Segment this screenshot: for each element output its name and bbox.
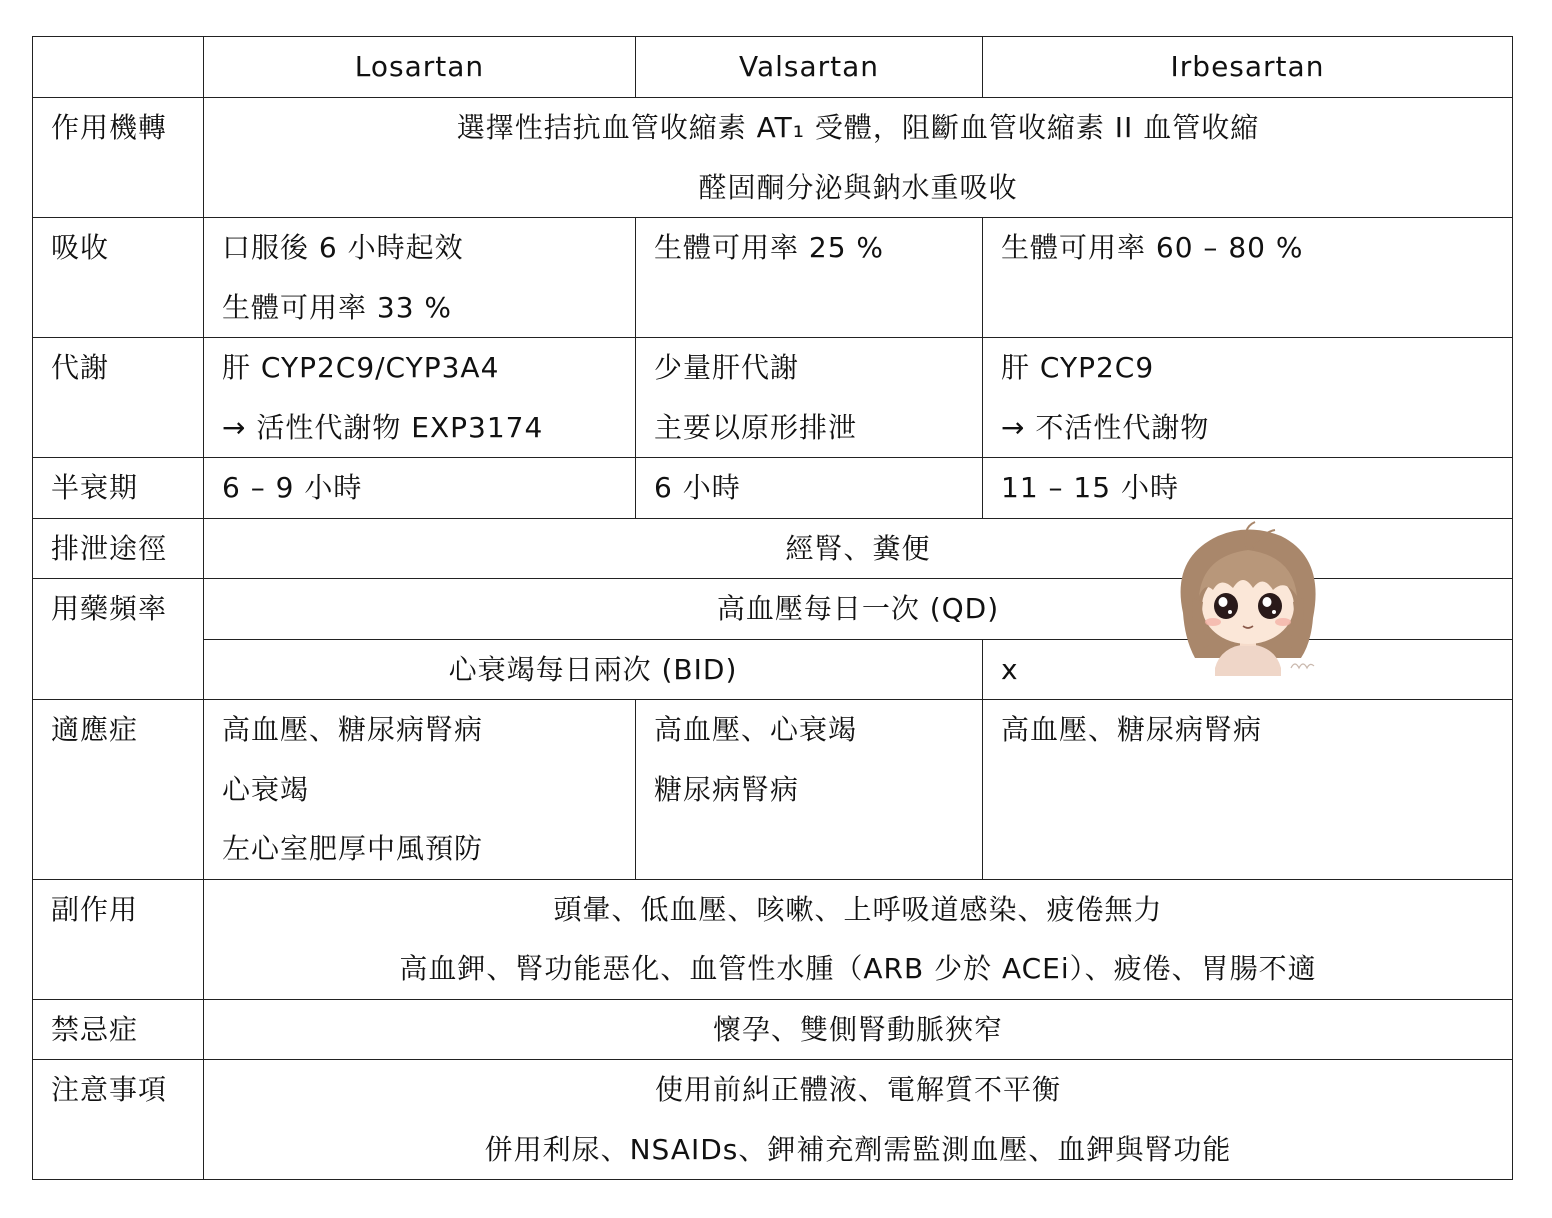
absorption-losartan-line-1: 口服後 6 小時起效 xyxy=(222,231,464,264)
row-label-mechanism: 作用機轉 xyxy=(33,98,204,218)
row-absorption xyxy=(33,218,1513,338)
header-irbesartan: Irbesartan xyxy=(983,37,1513,98)
row-metabolism xyxy=(33,338,1513,458)
precautions-line-1: 使用前糾正體液、電解質不平衡 xyxy=(654,1073,1061,1106)
row-label-frequency: 用藥頻率 xyxy=(33,579,204,700)
frequency-hypertension-cell: 高血壓每日一次 (QD) xyxy=(204,579,1513,640)
frequency-irbesartan-hf-cell: x xyxy=(983,639,1513,700)
metabolism-valsartan-line-2: 主要以原形排泄 xyxy=(654,410,858,444)
absorption-losartan xyxy=(204,218,636,338)
mechanism-line-1: 選擇性拮抗血管收縮素 AT₁ 受體，阻斷血管收縮素 II 血管收縮 xyxy=(456,111,1260,144)
half-life-losartan: 6 – 9 小時 xyxy=(204,458,636,519)
metabolism-irbesartan-line-2: → 不活性代謝物 xyxy=(1001,410,1210,444)
indications-losartan-line-3: 左心室肥厚中風預防 xyxy=(222,832,484,865)
metabolism-losartan-line-1: 肝 CYP2C9/CYP3A4 xyxy=(222,351,500,384)
absorption-irbesartan xyxy=(983,218,1513,338)
row-label-contraindications: 禁忌症 xyxy=(33,999,204,1060)
row-label-indications: 適應症 xyxy=(33,700,204,880)
row-label-excretion: 排泄途徑 xyxy=(33,518,204,579)
side-effects-cell xyxy=(204,879,1513,999)
indications-valsartan-line-2: 糖尿病腎病 xyxy=(654,772,800,806)
row-label-absorption: 吸收 xyxy=(33,218,204,338)
absorption-losartan-line-2: 生體可用率 33 % xyxy=(222,290,453,324)
header-corner-cell xyxy=(33,37,204,98)
absorption-irbesartan-line-1: 生體可用率 60 – 80 % xyxy=(1001,231,1304,264)
half-life-irbesartan: 11 – 15 小時 xyxy=(983,458,1513,519)
row-label-half-life: 半衰期 xyxy=(33,458,204,519)
side-effects-line-2: 高血鉀、腎功能惡化、血管性水腫（ARB 少於 ACEi）、疲倦、胃腸不適 xyxy=(399,952,1317,985)
row-precautions xyxy=(33,1060,1513,1180)
metabolism-losartan-line-2: → 活性代謝物 EXP3174 xyxy=(222,410,544,444)
mechanism-line-2: 醛固酮分泌與鈉水重吸收 xyxy=(698,170,1018,204)
metabolism-irbesartan-line-1: 肝 CYP2C9 xyxy=(1001,351,1155,384)
metabolism-valsartan-line-1: 少量肝代謝 xyxy=(654,351,800,384)
indications-irbesartan-line-1: 高血壓、糖尿病腎病 xyxy=(1001,713,1263,746)
contraindications-cell: 懷孕、雙側腎動脈狹窄 xyxy=(204,999,1513,1060)
frequency-heart-failure-cell: 心衰竭每日兩次 (BID) xyxy=(204,639,983,700)
header-row xyxy=(33,37,1513,98)
row-label-side-effects: 副作用 xyxy=(33,879,204,999)
header-valsartan: Valsartan xyxy=(636,37,983,98)
precautions-cell xyxy=(204,1060,1513,1180)
row-contraindications xyxy=(33,999,1513,1060)
indications-valsartan-line-1: 高血壓、心衰竭 xyxy=(654,713,858,746)
indications-losartan-line-2: 心衰竭 xyxy=(222,772,310,806)
indications-losartan-line-1: 高血壓、糖尿病腎病 xyxy=(222,713,484,746)
precautions-line-2: 併用利尿、NSAIDs、鉀補充劑需監測血壓、血鉀與腎功能 xyxy=(484,1132,1232,1166)
row-label-precautions: 注意事項 xyxy=(33,1060,204,1180)
row-label-metabolism: 代謝 xyxy=(33,338,204,458)
header-losartan: Losartan xyxy=(204,37,636,98)
indications-valsartan xyxy=(636,700,983,880)
side-effects-line-1: 頭暈、低血壓、咳嗽、上呼吸道感染、疲倦無力 xyxy=(553,892,1163,926)
absorption-valsartan xyxy=(636,218,983,338)
row-side-effects xyxy=(33,879,1513,999)
metabolism-irbesartan xyxy=(983,338,1513,458)
row-half-life xyxy=(33,458,1513,519)
metabolism-losartan xyxy=(204,338,636,458)
mechanism-cell xyxy=(204,98,1513,218)
half-life-valsartan: 6 小時 xyxy=(636,458,983,519)
metabolism-valsartan xyxy=(636,338,983,458)
absorption-valsartan-line-1: 生體可用率 25 % xyxy=(654,231,885,264)
chibi-girl-mascot-icon xyxy=(1163,518,1333,676)
row-indications xyxy=(33,700,1513,880)
row-mechanism xyxy=(33,98,1513,218)
excretion-cell: 經腎、糞便 xyxy=(204,518,1513,579)
indications-losartan xyxy=(204,700,636,880)
indications-irbesartan xyxy=(983,700,1513,880)
